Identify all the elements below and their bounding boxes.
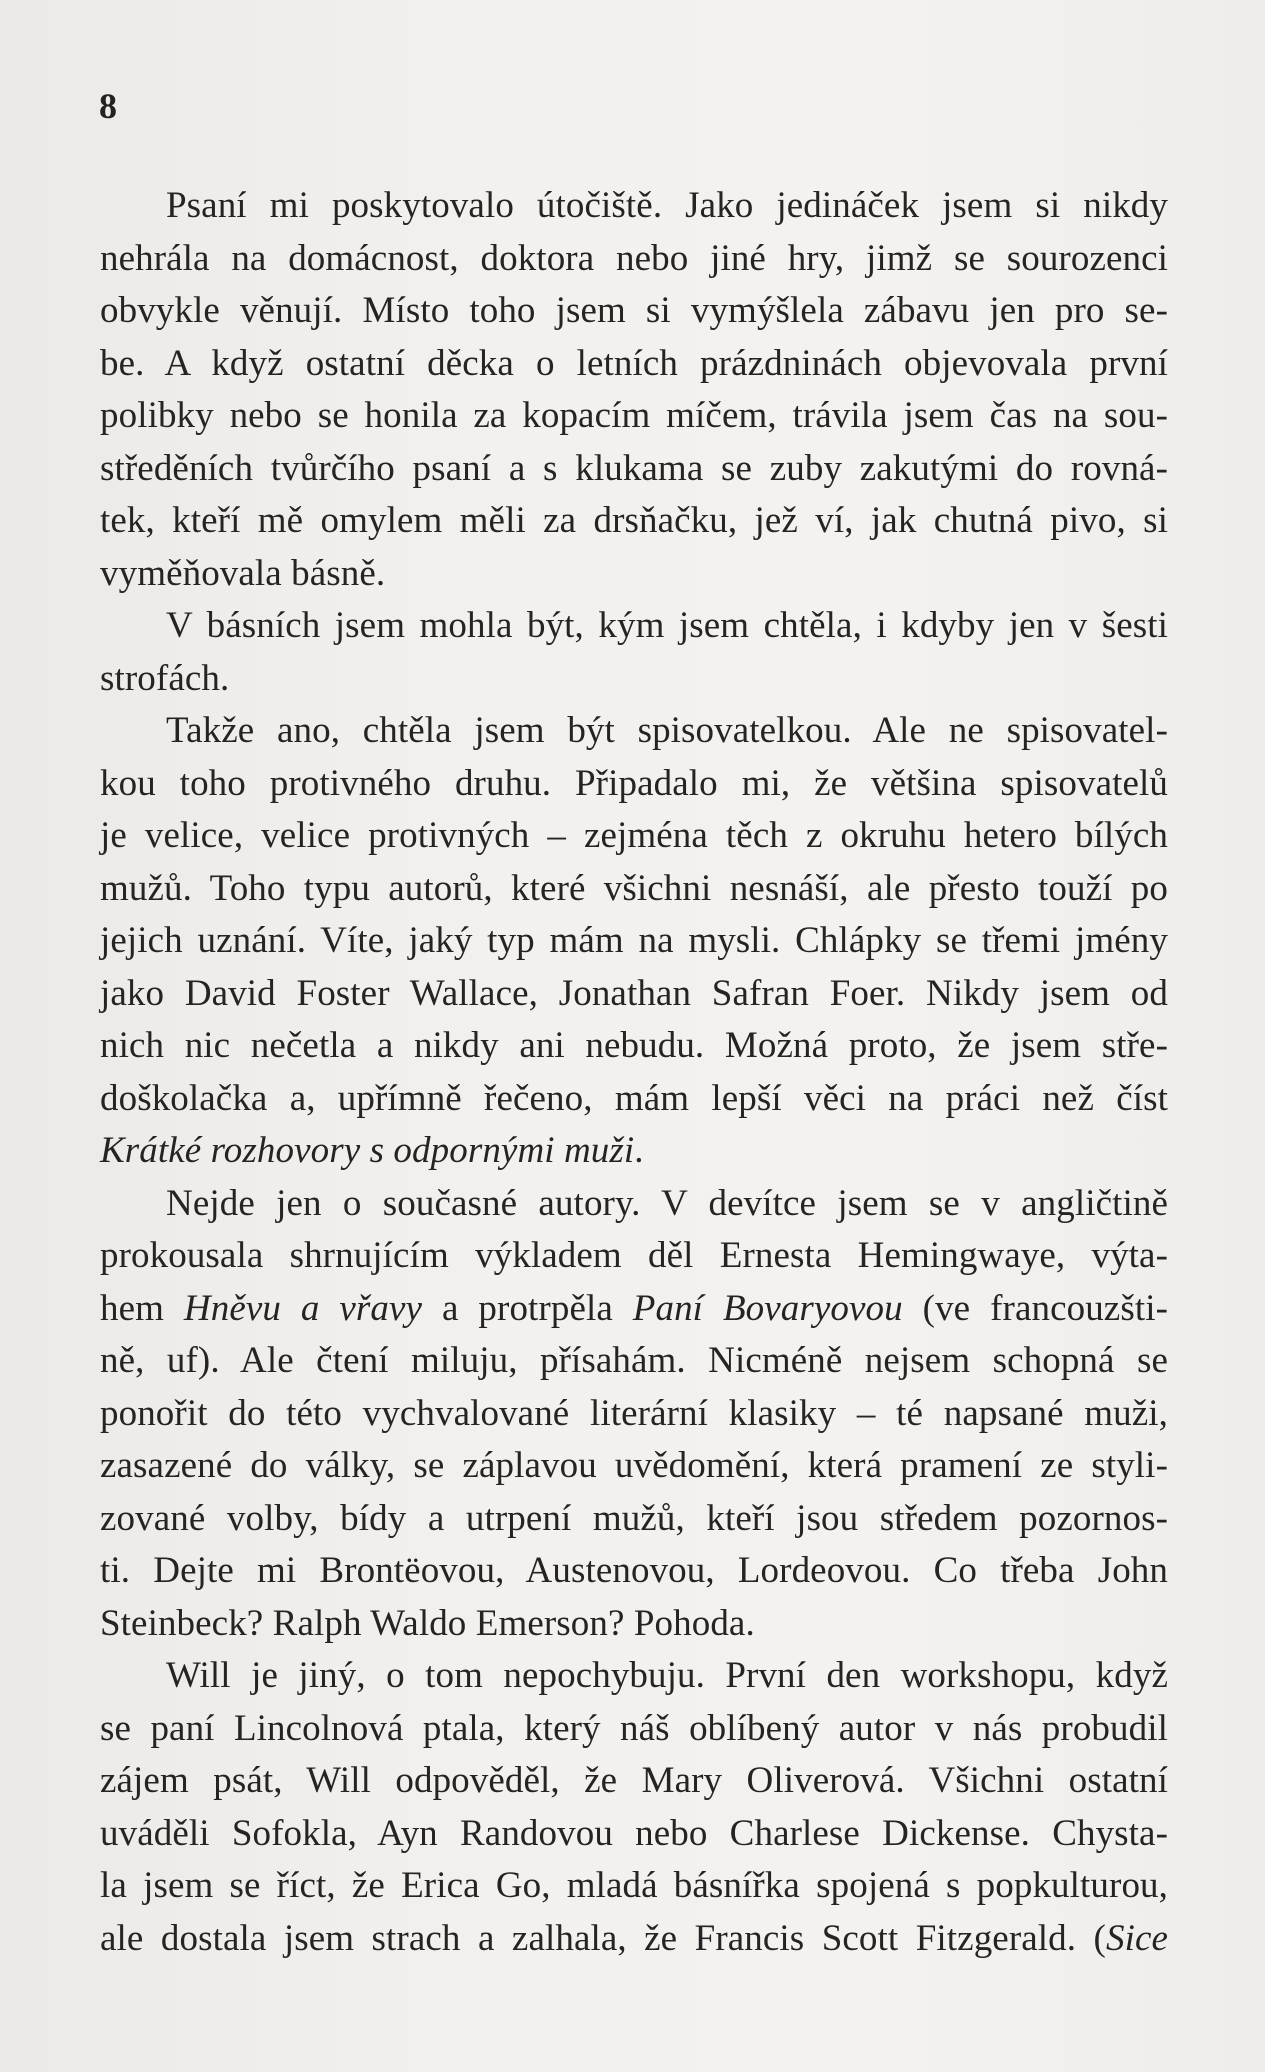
text-line: jejich uznání. Víte, jaký typ mám na mysli. Chlápky se třemi jmény <box>100 920 1168 961</box>
text-line: se paní Lincolnová ptala, který náš oblíbený autor v nás probudil <box>100 1707 1168 1749</box>
text-line: středěních tvůrčího psaní a s klukama se zuby zakutými do rovná- <box>100 447 1168 489</box>
text-line: Psaní mi poskytovalo útočiště. Jako jedináček jsem si nikdy <box>166 185 1168 226</box>
text-line: Krátké rozhovory s odpornými muži. <box>100 1130 644 1171</box>
text-line: nehrála na domácnost, doktora nebo jiné hry, jimž se sourozenci <box>100 237 1168 279</box>
text-line: ale dostala jsem strach a zalhala, že Francis Scott Fitzgerald. (Sice <box>100 1917 1168 1959</box>
text-line: hem Hněvu a vřavy a protrpěla Paní Bovaryovou (ve francouzšti- <box>100 1287 1169 1329</box>
text-line: doškolačka a, upřímně řečeno, mám lepší věci na práci než číst <box>100 1077 1168 1119</box>
text-line: V básních jsem mohla být, kým jsem chtěla, i kdyby jen v šesti <box>166 605 1168 646</box>
text-line: ně, uf). Ale čtení miluju, přísahám. Nicméně nejsem schopná se <box>100 1340 1168 1381</box>
text-line: je velice, velice protivných – zejména těch z okruhu hetero bílých <box>100 815 1168 856</box>
text-line: zované volby, bídy a utrpení mužů, kteří jsou středem pozornos- <box>100 1497 1168 1539</box>
text-line: Will je jiný, o tom nepochybuju. První den workshopu, když <box>166 1655 1168 1696</box>
text-line: Nejde jen o současné autory. V devítce jsem se v angličtině <box>166 1182 1168 1224</box>
page-number: 8 <box>99 86 117 126</box>
text-line: strofách. <box>100 657 230 699</box>
text-line: zájem psát, Will odpověděl, že Mary Oliverová. Všichni ostatní <box>100 1760 1168 1801</box>
text-line: prokousala shrnujícím výkladem děl Ernesta Hemingwaye, výta- <box>100 1235 1168 1276</box>
text-line: zasazené do války, se záplavou uvědomění, která pramení ze styli- <box>100 1445 1168 1486</box>
text-line: be. A když ostatní děcka o letních prázdninách objevovala první <box>100 342 1168 384</box>
text-line: jako David Foster Wallace, Jonathan Safran Foer. Nikdy jsem od <box>100 972 1168 1014</box>
text-line: nich nic nečetla a nikdy ani nebudu. Možná proto, že jsem stře- <box>100 1025 1168 1066</box>
body-text <box>100 180 1168 1965</box>
text-line: ti. Dejte mi Brontëovou, Austenovou, Lordeovou. Co třeba John <box>100 1550 1168 1591</box>
text-line: polibky nebo se honila za kopacím míčem, trávila jsem čas na sou- <box>100 395 1168 436</box>
text-line: mužů. Toho typu autorů, které všichni nesnáší, ale přesto touží po <box>100 867 1168 909</box>
text-line: tek, kteří mě omylem měli za drsňačku, jež ví, jak chutná pivo, si <box>100 500 1168 541</box>
text-line: la jsem se říct, že Erica Go, mladá básnířka spojená s popkulturou, <box>100 1865 1168 1906</box>
text-line: vyměňovala básně. <box>100 552 386 594</box>
text-line: uváděli Sofokla, Ayn Randovou nebo Charlese Dickense. Chysta- <box>100 1812 1168 1854</box>
text-line: kou toho protivného druhu. Připadalo mi, že většina spisovatelů <box>100 762 1168 804</box>
text-line: obvykle věnují. Místo toho jsem si vymýšlela zábavu jen pro se- <box>100 290 1168 331</box>
text-line: ponořit do této vychvalované literární klasiky – té napsané muži, <box>100 1392 1168 1434</box>
text-line: Takže ano, chtěla jsem být spisovatelkou. Ale ne spisovatel- <box>166 710 1168 751</box>
text-line: Steinbeck? Ralph Waldo Emerson? Pohoda. <box>100 1602 755 1644</box>
